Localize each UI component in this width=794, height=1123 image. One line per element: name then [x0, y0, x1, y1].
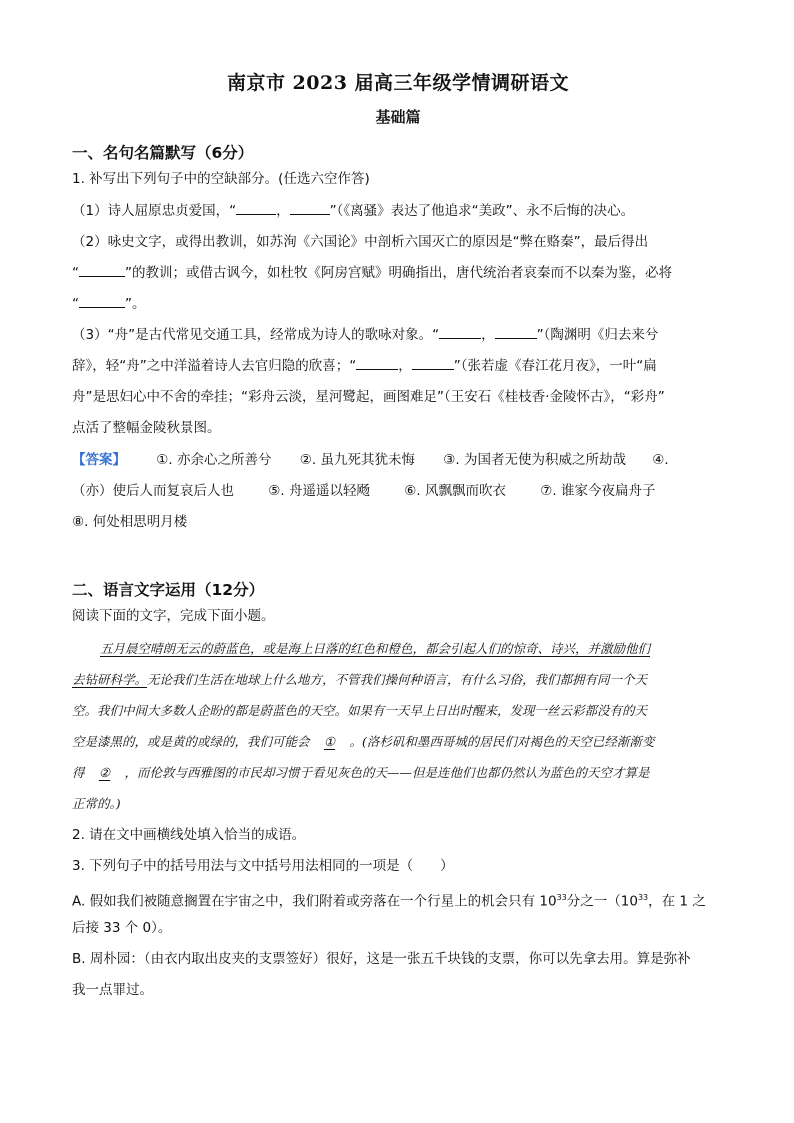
q1-line-1 [72, 196, 634, 227]
reading-intro: 阅读下面的文字，完成下面小题。 [72, 608, 275, 624]
answer-line-3 [72, 507, 187, 538]
passage-line-3: 空。我们中间大多数人企盼的都是蔚蓝色的天空。如果有一天早上日出时醒来，发现一丝云彩都没有的天 [72, 703, 648, 718]
text: 辞》，轻“舟”之中洋溢着诗人去官归隐的欣喜；“ [72, 358, 357, 374]
blank [79, 263, 125, 277]
answer-number: ① [156, 452, 169, 468]
answer-item-2 [300, 452, 415, 468]
answer-number: ② [299, 452, 312, 468]
answer-text: . 为国者无使为积威之所劫哉 [455, 452, 626, 468]
passage-line-4 [72, 726, 654, 757]
question-1: 1. 补写出下列句子中的空缺部分。(任选六空作答) [72, 171, 370, 187]
answer-item-6 [404, 483, 506, 499]
text: ，而伦敦与西雅图的市民却习惯于看见灰色的天——但是连他们也都仍然认为蓝色的天空才算是 [124, 765, 650, 780]
answer-text: （亦）使后人而复哀后人也 [72, 483, 234, 499]
q1-line-5 [72, 320, 658, 351]
page-title: 南京市 2023 届高三年级学情调研语文 [226, 72, 570, 94]
answer-text: . [664, 452, 669, 468]
blank [236, 201, 276, 215]
option-b-line-2: 我一点罪过。 [72, 982, 153, 998]
text: ， [276, 203, 290, 219]
blank-2: ② [98, 765, 111, 780]
answer-number: ⑦ [540, 483, 553, 499]
text: ”（《离骚》表达了他追求“美政”、永不后悔的决心。 [329, 203, 635, 219]
text: ”的教训；或借古讽今，如杜牧《阿房宫赋》明确指出，唐代统治者哀秦而不以秦为鉴，必将 [125, 265, 672, 281]
blank [356, 356, 398, 370]
answer-text: . 虽九死其犹未悔 [311, 452, 415, 468]
answer-tag: 【答案】 [72, 452, 126, 468]
passage-line-2 [72, 664, 647, 695]
blank [439, 325, 481, 339]
exponent: 33 [556, 893, 567, 902]
answer-item-1 [156, 452, 271, 468]
answer-item-7 [540, 483, 655, 499]
blank [290, 201, 330, 215]
blank [412, 356, 454, 370]
option-a-line-2: 后接 33 个 0）。 [72, 920, 172, 936]
text: 分之一（10 [566, 893, 638, 910]
text: ”。 [125, 296, 146, 312]
answer-line-1 [72, 445, 669, 476]
answer-number: ③ [443, 452, 456, 468]
answer-number: ⑤ [268, 483, 281, 499]
question-3: 3. 下列句子中的括号用法与文中括号用法相同的一项是（ ） [72, 858, 454, 874]
text: ，在 1 之 [648, 893, 706, 910]
text: “ [72, 296, 79, 312]
q1-line-4 [72, 289, 146, 320]
answer-number: ④ [652, 452, 665, 468]
answer-text: . 风飘飘而吹衣 [416, 483, 506, 499]
passage-line-5 [72, 757, 650, 788]
underlined-text: 五月晨空晴朗无云的蔚蓝色，或是海上日落的红色和橙色，都会引起人们的惊奇、诗兴，并激励他们 [100, 641, 651, 656]
q1-line-3 [72, 258, 672, 289]
answer-number: ⑥ [404, 483, 417, 499]
question-2: 2. 请在文中画横线处填入恰当的成语。 [72, 827, 306, 843]
answer-text: . 何处相思明月楼 [84, 514, 188, 530]
text: ”（张若虚《春江花月夜》，一叶“扁 [453, 358, 657, 374]
section-heading-1: 一、名句名篇默写（6分） [72, 144, 254, 162]
answer-number: ⑧ [72, 514, 85, 530]
answer-text: . 亦余心之所善兮 [168, 452, 272, 468]
answer-item-5 [268, 483, 370, 499]
passage-line-1 [100, 633, 650, 664]
underlined-text: 去钻研科学。 [72, 672, 148, 687]
text: ， [398, 358, 412, 374]
blank [79, 294, 125, 308]
text: ”（陶渊明《归去来兮 [536, 327, 659, 343]
text: 无论我们生活在地球上什么地方，不管我们操何种语言，有什么习俗，我们都拥有同一个天 [147, 672, 648, 687]
page-subtitle: 基础篇 [375, 108, 421, 126]
answer-line-2 [72, 476, 656, 507]
q1-line-8: 点活了整幅金陵秋景图。 [72, 420, 221, 436]
text: （3）“舟”是古代常见交通工具，经常成为诗人的歌咏对象。“ [72, 327, 440, 343]
answer-item-4 [652, 452, 668, 468]
answer-item-3 [443, 452, 626, 468]
answer-item-8 [72, 514, 187, 530]
blank-1: ① [323, 734, 336, 749]
text: 空是漆黑的，或是黄的或绿的，我们可能会 [72, 734, 310, 749]
text: 。(洛杉矶和墨西哥城的居民们对褐色的天空已经渐渐变 [349, 734, 655, 749]
answer-text: . 谁家今夜扁舟子 [552, 483, 656, 499]
text: （1）诗人屈原忠贞爱国，“ [72, 203, 237, 219]
text: ， [481, 327, 495, 343]
text: A. 假如我们被随意搁置在宇宙之中，我们附着或旁落在一个行星上的机会只有 10 [72, 893, 557, 910]
answer-text: . 舟遥遥以轻飏 [280, 483, 370, 499]
section-heading-2: 二、语言文字运用（12分） [72, 581, 265, 599]
q1-line-6 [72, 351, 657, 382]
passage-line-6: 正常的。) [72, 796, 121, 811]
q1-line-2: （2）咏史文字，或得出教训，如苏洵《六国论》中剖析六国灭亡的原因是“弊在赂秦”，最后得出 [72, 234, 649, 250]
text: 得 [72, 765, 85, 780]
exponent: 33 [637, 893, 649, 902]
option-b-line-1: B. 周朴园：（由衣内取出皮夹的支票签好）很好，这是一张五千块钱的支票，你可以先拿去用。算是弥补 [72, 951, 691, 967]
blank [495, 325, 537, 339]
q1-line-7: 舟”是思妇心中不舍的牵挂；“彩舟云淡，星河鹭起，画图难足”（王安石《桂枝香·金陵怀古》，“彩舟” [72, 389, 665, 405]
text: “ [72, 265, 79, 281]
